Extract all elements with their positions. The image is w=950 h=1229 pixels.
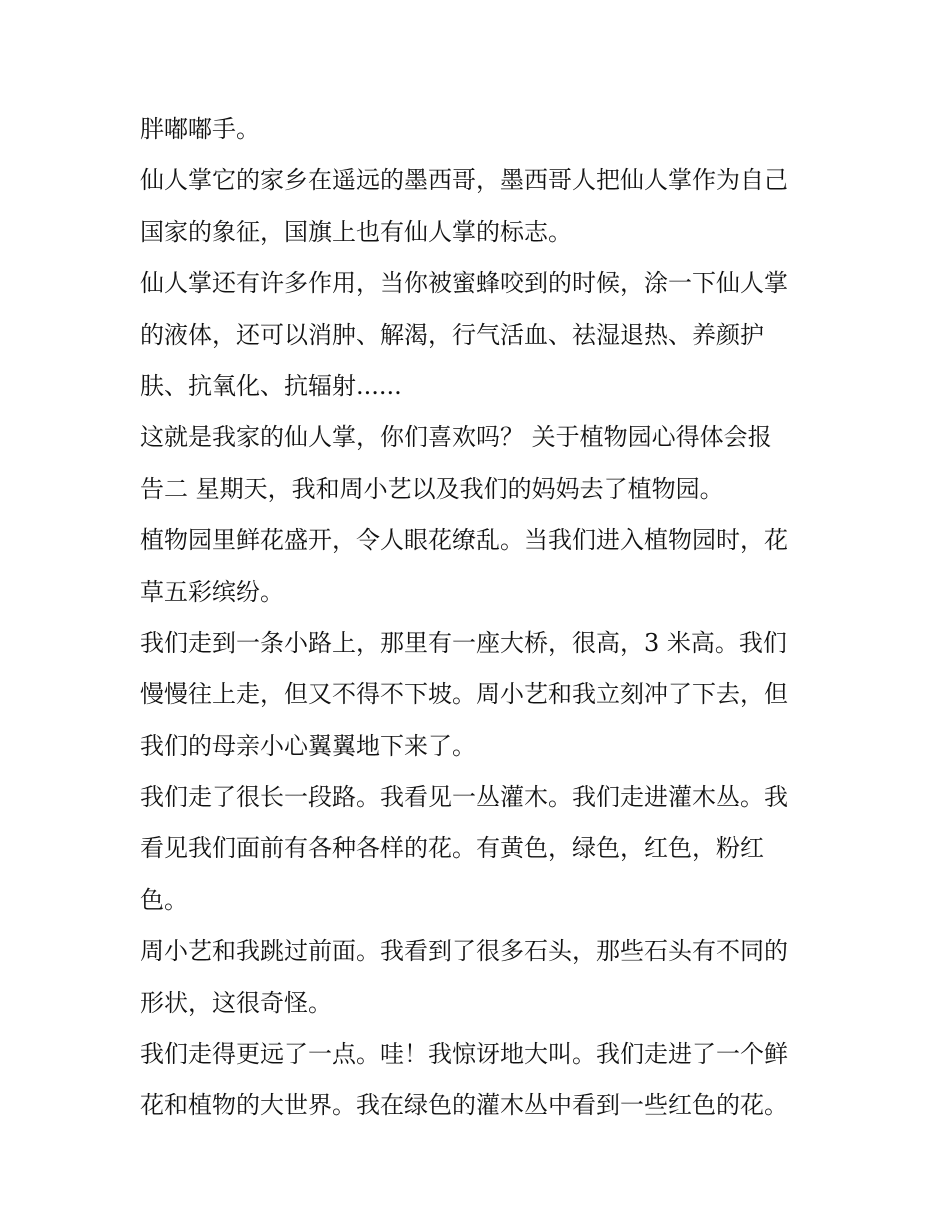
text-line: 我们走到一条小路上，那里有一座大桥，很高，3 米高。我们 (140, 628, 787, 657)
text-line: 仙人掌还有许多作用，当你被蜜蜂咬到的时候，涂一下仙人掌 (140, 269, 788, 298)
text-line: 仙人掌它的家乡在遥远的墨西哥，墨西哥人把仙人掌作为自己 (140, 166, 788, 195)
text-line: 告二 星期天，我和周小艺以及我们的妈妈去了植物园。 (140, 474, 724, 503)
text-line: 看见我们面前有各种各样的花。有黄色，绿色，红色，粉红 (140, 834, 764, 863)
paragraph (140, 926, 812, 1029)
paragraph (140, 412, 812, 515)
text-line: 色。 (140, 885, 188, 914)
paragraph (140, 515, 812, 618)
paragraph (140, 1029, 812, 1132)
text-line: 我们走得更远了一点。哇！我惊讶地大叫。我们走进了一个鲜 (140, 1040, 788, 1069)
text-line: 植物园里鲜花盛开，令人眼花缭乱。当我们进入植物园时，花 (140, 526, 788, 555)
text-line: 的液体，还可以消肿、解渴，行气活血、祛湿退热、养颜护 (140, 320, 764, 349)
paragraph (140, 155, 812, 258)
text-line: 花和植物的大世界。我在绿色的灌木丛中看到一些红色的花。 (140, 1091, 788, 1120)
paragraph (140, 618, 812, 772)
text-line: 国家的象征，国旗上也有仙人掌的标志。 (140, 217, 572, 246)
paragraph (140, 772, 812, 926)
text-line: 慢慢往上走，但又不得不下坡。周小艺和我立刻冲了下去，但 (140, 680, 788, 709)
text-line: 我们走了很长一段路。我看见一丛灌木。我们走进灌木丛。我 (140, 783, 788, 812)
text-line: 我们的母亲小心翼翼地下来了。 (140, 731, 476, 760)
paragraph (140, 104, 812, 155)
text-line: 草五彩缤纷。 (140, 577, 284, 606)
text-line: 胖嘟嘟手。 (140, 115, 260, 143)
paragraph (140, 258, 812, 412)
text-line: 形状，这很奇怪。 (140, 988, 332, 1017)
text-line: 肤、抗氧化、抗辐射...... (140, 371, 402, 400)
document-body (140, 104, 812, 1132)
text-line: 周小艺和我跳过前面。我看到了很多石头，那些石头有不同的 (140, 937, 788, 966)
text-line: 这就是我家的仙人掌，你们喜欢吗？ 关于植物园心得体会报 (140, 423, 772, 452)
